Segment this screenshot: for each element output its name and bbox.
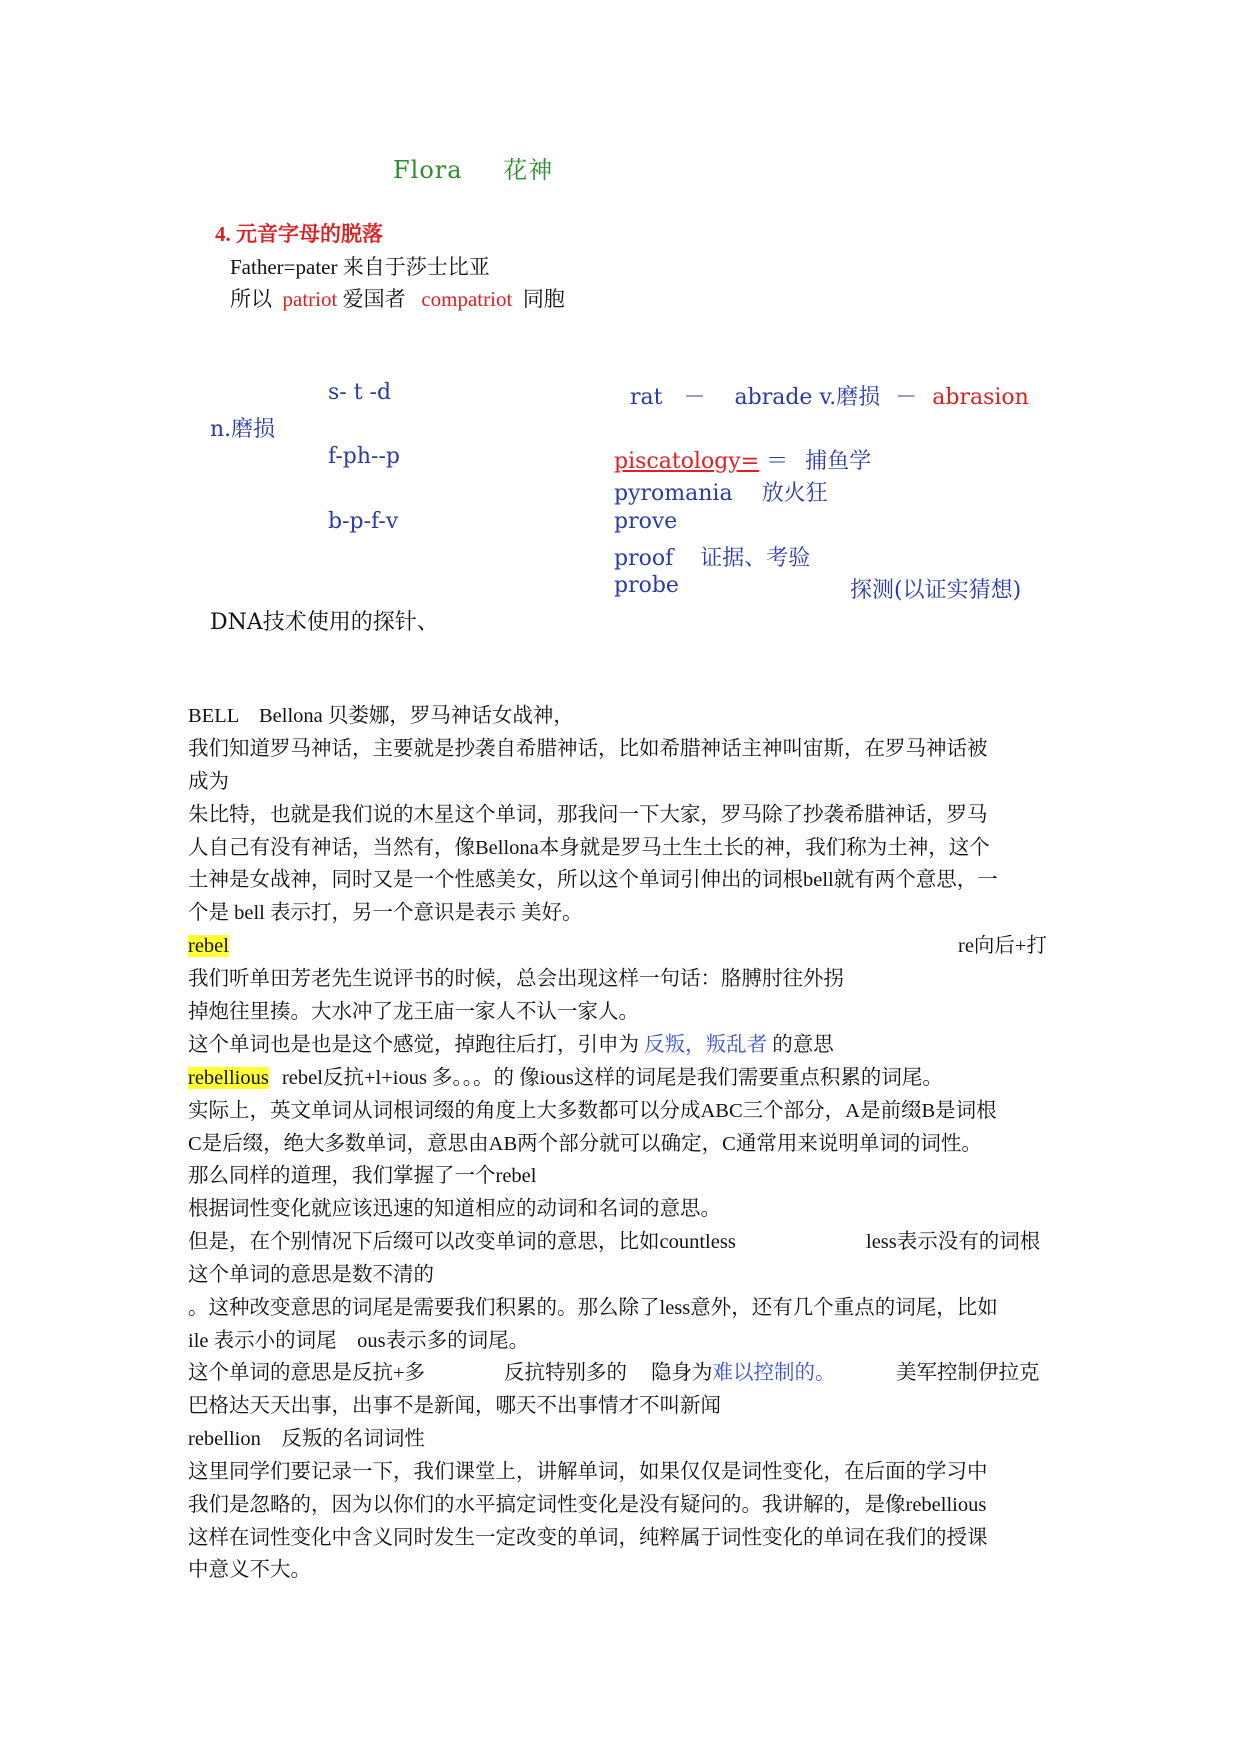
body-line: 土神是女战神，同时又是一个性感美女，所以这个单词引伸出的词根bell就有两个意思，一 <box>188 869 998 891</box>
rule-s-t-d: s- t -d <box>328 380 392 405</box>
body-line <box>188 930 229 962</box>
word-pyromania: pyromania <box>614 481 733 506</box>
body-line: ile 表示小的词尾 ous表示多的词尾。 <box>188 1330 530 1352</box>
word-prove: prove <box>614 509 678 534</box>
word-probe: probe <box>614 573 679 598</box>
example-pyromania: pyromania 放火狂 <box>614 481 828 506</box>
word-rebel: rebel <box>188 935 229 957</box>
section-heading: 4. 元音字母的脱落 <box>215 222 383 246</box>
body-line: 这样在词性变化中含义同时发生一定改变的单词，纯粹属于词性变化的单词在我们的授课 <box>188 1527 988 1549</box>
word-abrasion: abrasion <box>932 385 1029 410</box>
body-line: C是后缀，绝大多数单词，意思由AB两个部分就可以确定，C通常用来说明单词的词性。 <box>188 1133 982 1155</box>
body-line: 朱比特，也就是我们说的木星这个单词，那我问一下大家，罗马除了抄袭希腊神话，罗马 <box>188 804 988 826</box>
example-proof: proof 证据、考验 <box>614 546 811 571</box>
word-proof: proof <box>614 546 674 571</box>
body-line: 人自己有没有神话，当然有，像Bellona本身就是罗马土生土长的神，我们称为土神，这个 <box>188 837 990 859</box>
body-line: 中意义不大。 <box>188 1559 311 1581</box>
body-line: rebellion 反叛的名词词性 <box>188 1428 425 1450</box>
body-line: 个是 bell 表示打，另一个意识是表示 美好。 <box>188 902 583 924</box>
body-line: BELL Bellona 贝娄娜，罗马神话女战神， <box>188 705 574 727</box>
abrasion-meaning: n.磨损 <box>210 417 276 442</box>
rule-f-ph-p: f-ph--p <box>328 444 400 469</box>
body-fragment: 反抗特别多的 <box>504 1362 627 1384</box>
body-line: 巴格达天天出事，出事不是新闻，哪天不出事情才不叫新闻 <box>188 1395 721 1417</box>
word-abrade: abrade <box>734 385 813 410</box>
body-line: 成为 <box>188 771 229 793</box>
word-rebellious: rebellious <box>188 1067 269 1089</box>
probe-note: DNA技术使用的探针、 <box>210 610 439 635</box>
body-line: 实际上，英文单词从词根词缀的角度上大多数都可以分成ABC三个部分，A是前缀B是词根 <box>188 1100 997 1122</box>
body-line: rebellious rebel反抗+l+ious 多。。。的 像ious这样的词尾是我们需要重点积累的词尾。 <box>188 1067 943 1089</box>
word-patriot: patriot <box>282 287 338 311</box>
word-compatriot: compatriot <box>421 287 513 311</box>
body-line: 这个单词也是也是这个感觉，掉跑往后打，引申为 反叛，叛乱者 的意思 <box>188 1034 834 1056</box>
body-fragment: 美军控制伊拉克 <box>896 1362 1040 1384</box>
body-line: 掉炮往里揍。大水冲了龙王庙一家人不认一家人。 <box>188 1001 639 1023</box>
example-piscatology: piscatology= ＝ 捕鱼学 <box>614 449 872 474</box>
example-rat: rat － abrade v.磨损 － abrasion <box>630 385 1029 410</box>
body-line: 我们知道罗马神话，主要就是抄袭自希腊神话，比如希腊神话主神叫宙斯，在罗马神话被 <box>188 738 988 760</box>
rebel-gloss: re向后+打 <box>958 935 1047 957</box>
section-line-1: Father=pater 来自于莎士比亚 <box>230 255 490 279</box>
body-line: 这里同学们要记录一下，我们课堂上，讲解单词，如果仅仅是词性变化，在后面的学习中 <box>188 1461 988 1483</box>
rebellious-meaning: 难以控制的。 <box>712 1362 836 1384</box>
less-gloss: less表示没有的词根 <box>866 1231 1041 1253</box>
body-line: 。这种改变意思的词尾是需要我们积累的。那么除了less意外，还有几个重点的词尾，比如 <box>188 1297 998 1319</box>
body-line: 我们是忽略的，因为以你们的水平搞定词性变化是没有疑问的。我讲解的，是像rebellious <box>188 1494 987 1516</box>
word-piscatology: piscatology= <box>614 449 760 474</box>
page-title <box>393 150 553 185</box>
body-line: 这个单词的意思是反抗+多 <box>188 1362 426 1384</box>
word-rat: rat <box>630 385 663 410</box>
title-meaning: 花神 <box>503 156 554 184</box>
body-line: 但是，在个别情况下后缀可以改变单词的意思，比如countless <box>188 1231 736 1253</box>
title-word: Flora <box>393 156 463 184</box>
body-fragment: 隐身为难以控制的。 <box>651 1362 836 1384</box>
body-line: 根据词性变化就应该迅速的知道相应的动词和名词的意思。 <box>188 1198 721 1220</box>
body-line: 我们听单田芳老先生说评书的时候，总会出现这样一句话：胳膊肘往外拐 <box>188 968 844 990</box>
probe-meaning: 探测(以证实猜想) <box>850 578 1022 603</box>
body-line: 那么同样的道理，我们掌握了一个rebel <box>188 1165 537 1187</box>
body-line: 这个单词的意思是数不清的 <box>188 1264 434 1286</box>
rebel-meaning: 反叛，叛乱者 <box>644 1034 768 1056</box>
section-line-2: 所以 patriot 爱国者 compatriot 同胞 <box>230 287 565 311</box>
rule-b-p-f-v: b-p-f-v <box>328 509 399 534</box>
